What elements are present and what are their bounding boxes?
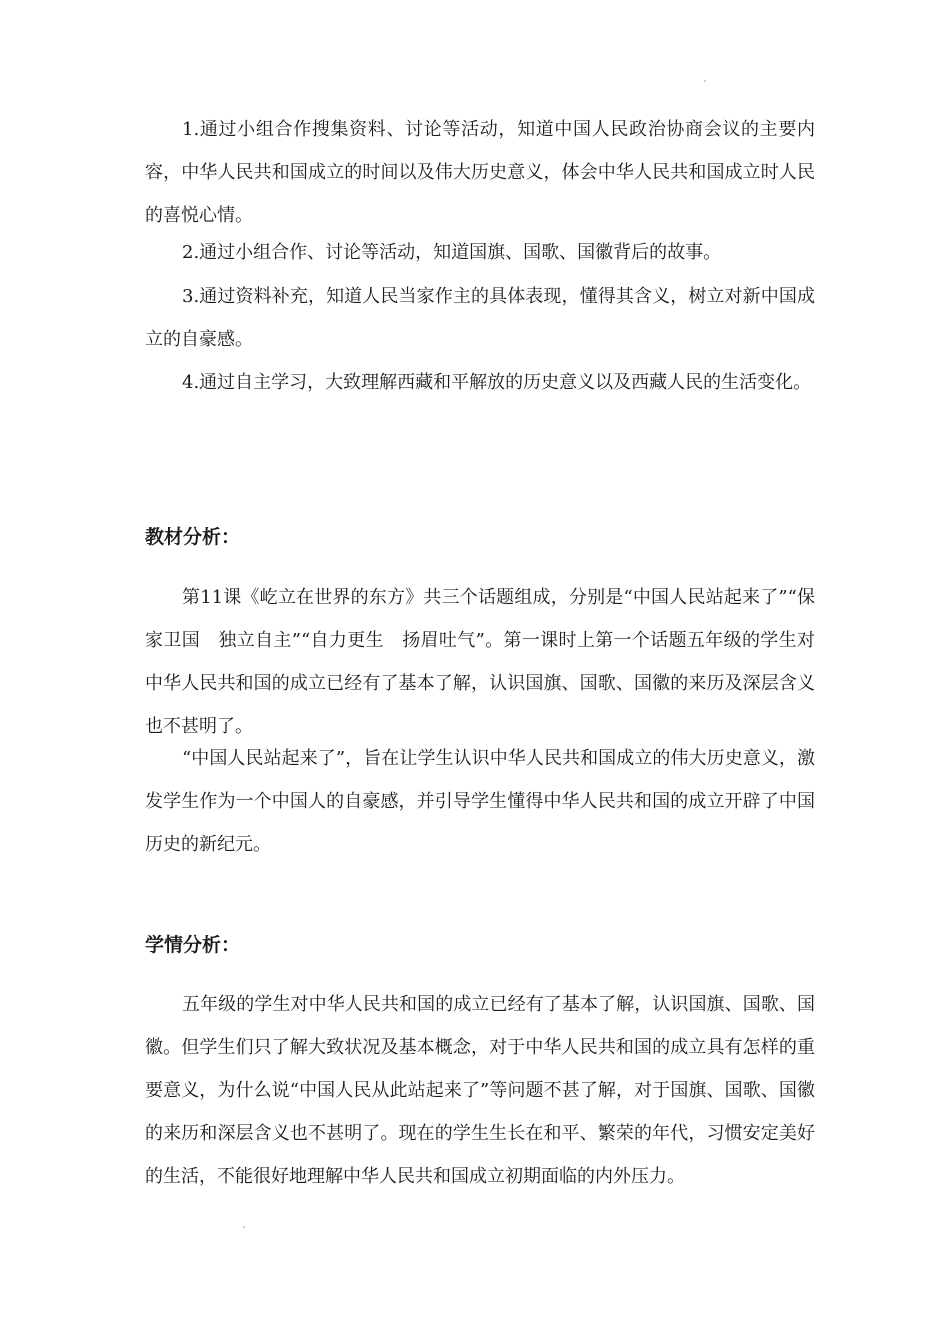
objective-1: 1.通过小组合作搜集资料、讨论等活动，知道中国人民政治协商会议的主要内容，中华人民共和国成立的时间以及伟大历史意义，体会中华人民共和国成立时人民的喜悦心情。 — [145, 119, 815, 226]
objective-3: 3.通过资料补充，知道人民当家作主的具体表现，懂得其含义，树立对新中国成立的自豪感。 — [145, 286, 815, 350]
learner-analysis-paragraph-1: 五年级的学生对中华人民共和国的成立已经有了基本了解，认识国旗、国歌、国徽。但学生们只了解大致状况及基本概念，对于中华人民共和国的成立具有怎样的重要意义，为什么说“中国人民从此站起来了”等问题不甚了解，对于国旗、国歌、国徽的来历和深层含义也不甚明了。现在的学生生长在和平、繁荣的年代，习惯安定美好的生活，不能很好地理解中华人民共和国成立初期面临的内外压力。 — [145, 994, 815, 1187]
scan-dot — [243, 1226, 245, 1228]
textbook-analysis-paragraph-2: “中国人民站起来了”，旨在让学生认识中华人民共和国成立的伟大历史意义，激发学生作为一个中国人的自豪感，并引导学生懂得中华人民共和国的成立开辟了中国历史的新纪元。 — [145, 748, 815, 855]
objective-4: 4.通过自主学习，大致理解西藏和平解放的历史意义以及西藏人民的生活变化。 — [182, 372, 812, 393]
textbook-analysis-heading: 教材分析： — [145, 526, 241, 548]
objective-2: 2.通过小组合作、讨论等活动，知道国旗、国歌、国徽背后的故事。 — [182, 242, 722, 263]
learner-analysis-heading: 学情分析： — [145, 934, 241, 956]
scan-dot — [704, 80, 706, 82]
textbook-analysis-paragraph-1: 第11课《屹立在世界的东方》共三个话题组成，分别是“中国人民站起来了”“保家卫国 独立自主”“自力更生 扬眉吐气”。第一课时上第一个话题五年级的学生对中华人民共和国的成立已经有了基本了解，认识国旗、国歌、国徽的来历及深层含义也不甚明了。 — [145, 587, 815, 737]
